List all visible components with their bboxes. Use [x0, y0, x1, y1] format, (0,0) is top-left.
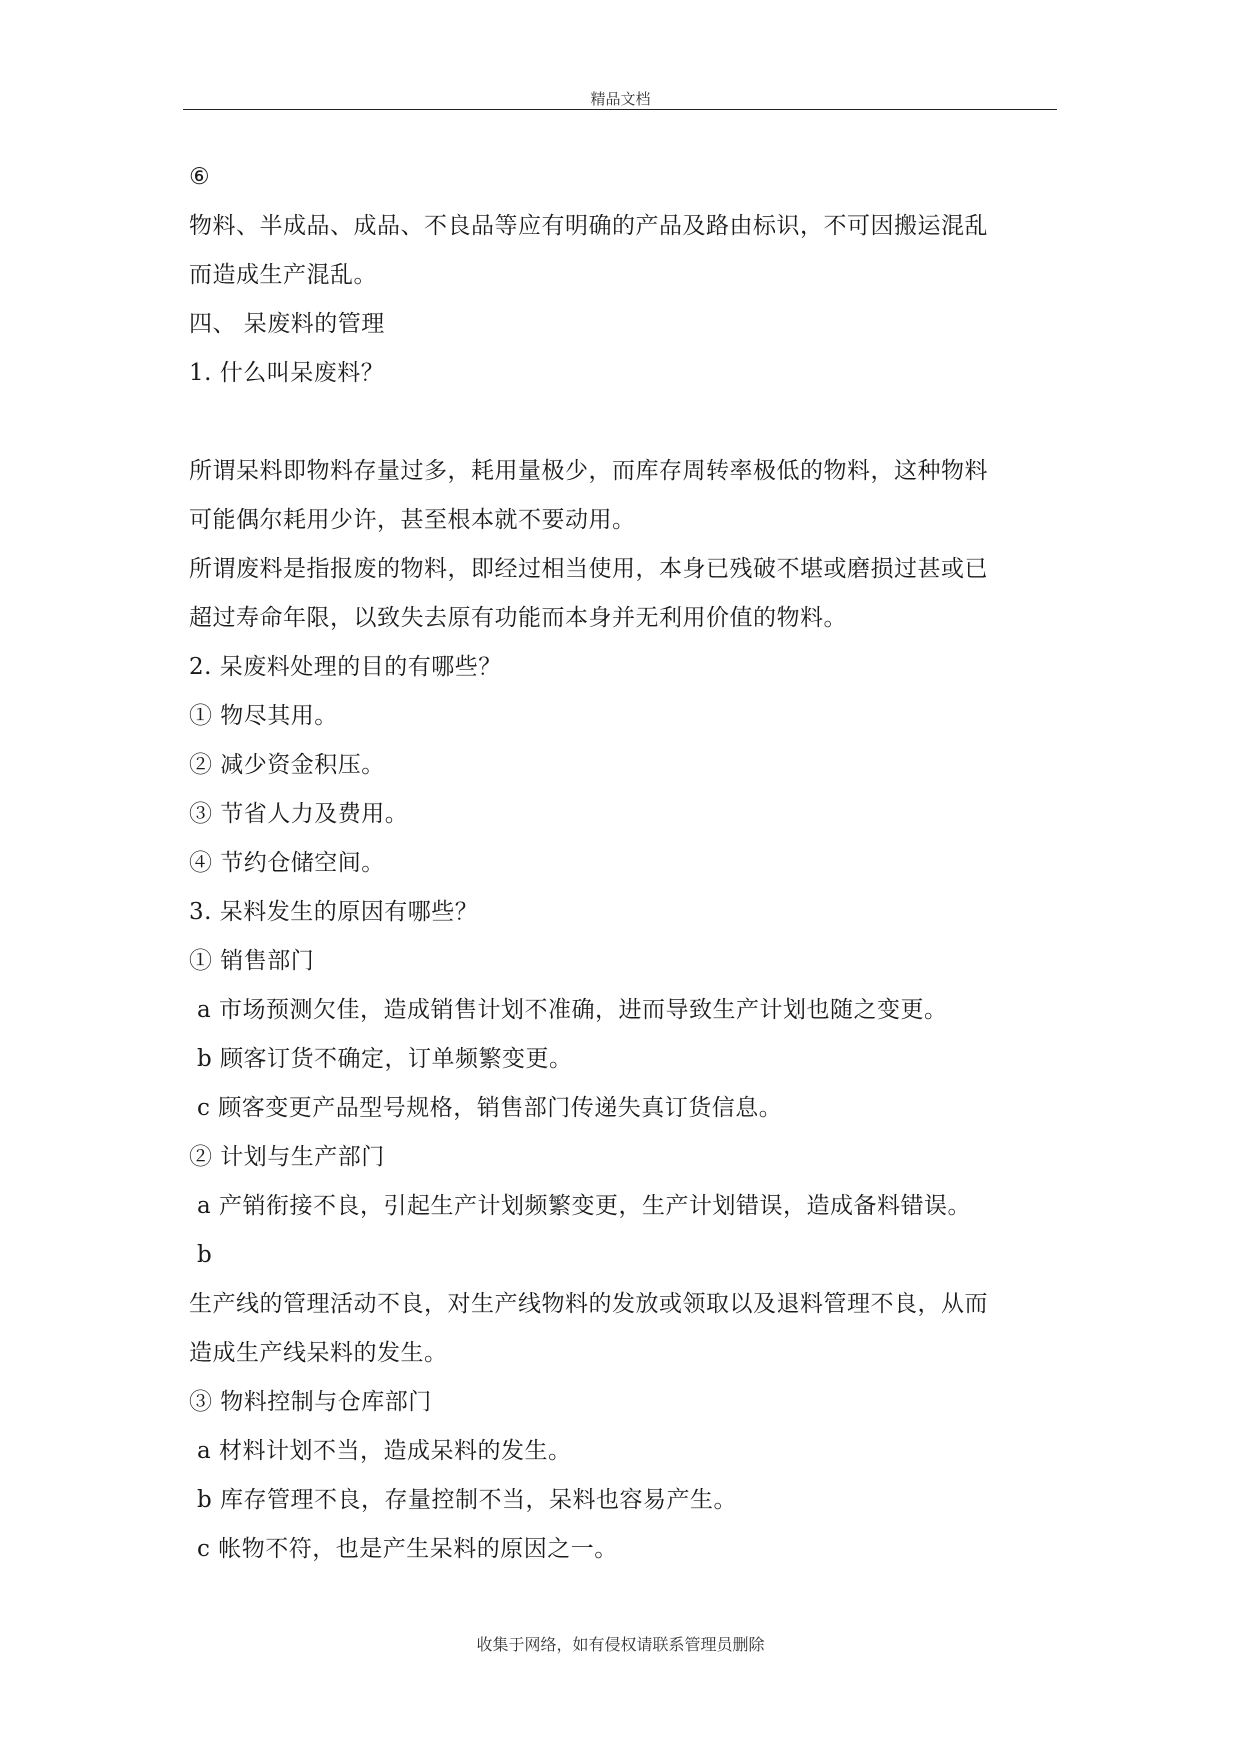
list-item: ④ 节约仓储空间。: [189, 850, 385, 876]
paragraph-line: 物料、半成品、成品、不良品等应有明确的产品及路由标识，不可因搬运混乱: [189, 213, 988, 239]
list-item: ③ 节省人力及费用。: [189, 801, 409, 827]
page-footer: 收集于网络，如有侵权请联系管理员删除: [476, 1635, 765, 1654]
section-heading: 四、 呆废料的管理: [189, 311, 385, 337]
sub-list-item: c 顾客变更产品型号规格，销售部门传递失真订货信息。: [197, 1095, 783, 1121]
list-item: ② 计划与生产部门: [189, 1144, 385, 1170]
sub-list-item: a 产销衔接不良，引起生产计划频繁变更，生产计划错误，造成备料错误。: [197, 1193, 972, 1219]
paragraph-line: 所谓呆料即物料存量过多，耗用量极少，而库存周转率极低的物料，这种物料: [189, 458, 988, 484]
paragraph-line: 超过寿命年限，以致失去原有功能而本身并无利用价值的物料。: [189, 605, 847, 631]
sub-list-item: a 材料计划不当，造成呆料的发生。: [197, 1438, 572, 1464]
question-heading: 1. 什么叫呆废料？: [189, 360, 385, 386]
header-divider: [183, 109, 1057, 110]
paragraph-line: 生产线的管理活动不良，对生产线物料的发放或领取以及退料管理不良，从而: [189, 1291, 988, 1317]
item-marker-6: ⑥: [189, 164, 211, 190]
paragraph-line: 可能偶尔耗用少许，甚至根本就不要动用。: [189, 507, 636, 533]
paragraph-line: 而造成生产混乱。: [189, 262, 377, 288]
list-item: ① 物尽其用。: [189, 703, 338, 729]
list-item: ② 减少资金积压。: [189, 752, 385, 778]
list-item: ① 销售部门: [189, 948, 315, 974]
paragraph-line: 造成生产线呆料的发生。: [189, 1340, 448, 1366]
sub-list-item: b 顾客订货不确定，订单频繁变更。: [197, 1046, 573, 1072]
blank-line: [189, 398, 1049, 447]
sub-list-item: c 帐物不符，也是产生呆料的原因之一。: [197, 1536, 618, 1562]
list-item: ③ 物料控制与仓库部门: [189, 1389, 432, 1415]
sub-list-item: b 库存管理不良，存量控制不当，呆料也容易产生。: [197, 1487, 738, 1513]
page-header: 精品文档: [590, 90, 651, 108]
sub-list-item: b: [197, 1242, 213, 1268]
sub-list-item: a 市场预测欠佳，造成销售计划不准确，进而导致生产计划也随之变更。: [197, 997, 948, 1023]
question-heading: 2. 呆废料处理的目的有哪些？: [189, 654, 502, 680]
question-heading: 3. 呆料发生的原因有哪些？: [189, 899, 479, 925]
paragraph-line: 所谓废料是指报废的物料，即经过相当使用，本身已残破不堪或磨损过甚或已: [189, 556, 988, 582]
document-body: [189, 153, 1049, 1574]
